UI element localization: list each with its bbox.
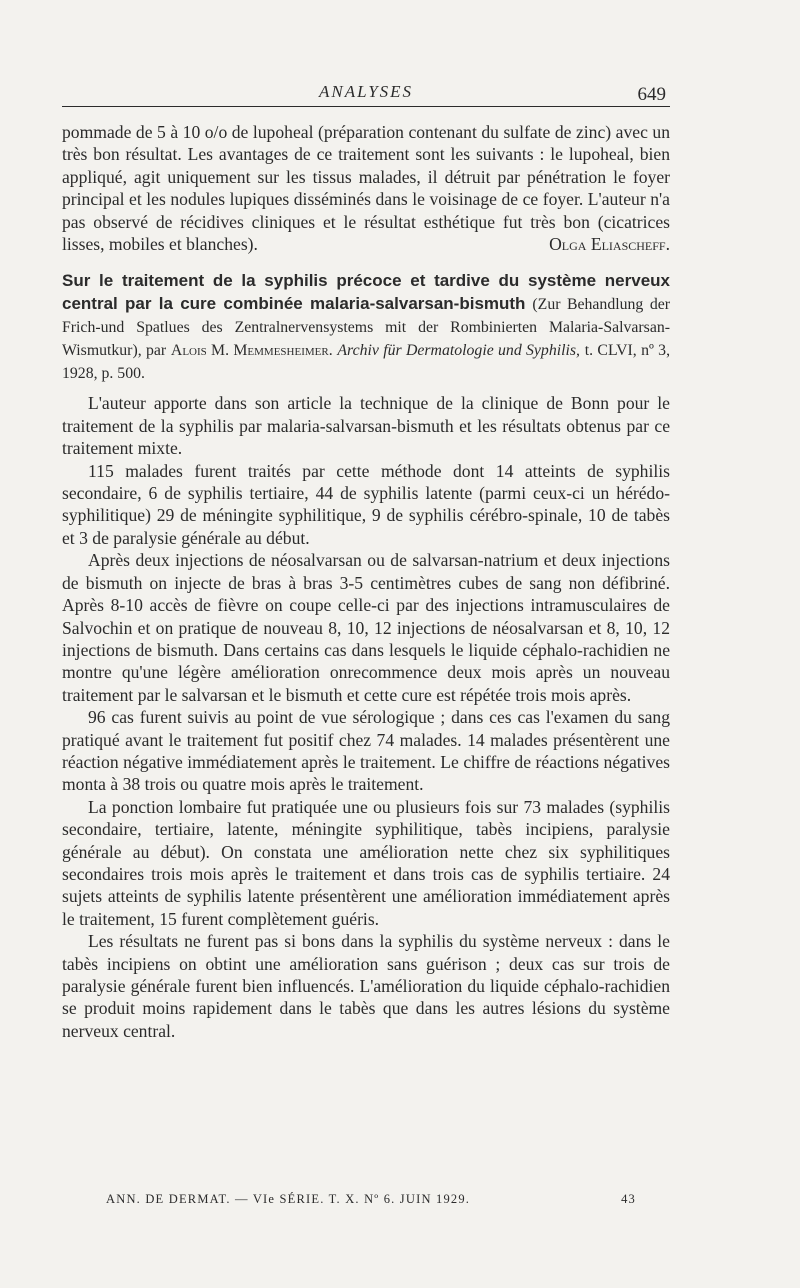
previous-article-end	[62, 121, 670, 255]
article-title: Sur le traitement de la syphilis précoce et tardive du système nerveux central par la cure combinée malaria-salvarsan-bismuth	[62, 271, 670, 314]
footer-signature-mark: 43	[621, 1192, 636, 1206]
spacer	[62, 384, 670, 392]
page-body	[62, 78, 670, 1042]
paragraph: L'auteur apporte dans son article la technique de la clinique de Bonn pour le traitement de la syphilis par malaria-salvarsan-bismuth et les résultats obtenus par ce traitement mixte.	[62, 393, 670, 459]
section-title: ANALYSES	[318, 82, 414, 101]
article-journal: Archiv für Dermatologie und Syphilis,	[337, 342, 580, 360]
page-number: 649	[637, 84, 666, 105]
article-original-title: (Zur Behandlung der Frich-und Spatlues des Zentralnervensystems mit der Rombinierten Malaria-Salvarsan-Wismutkur), par	[62, 296, 670, 360]
paragraph: 96 cas furent suivis au point de vue sérologique ; dans ces cas l'examen du sang pratiqué avant le traitement fut positif chez 74 malades. 14 malades présentèrent une réaction négative immédiatement après le traitement. Le chiffre de réactions négatives monta à 38 trois ou quatre mois après le traitement.	[62, 707, 670, 795]
article-citation: t. CLVI, nº 3, 1928, p. 500.	[62, 342, 671, 383]
header-rule	[62, 106, 670, 107]
paragraph: 115 malades furent traités par cette méthode dont 14 atteints de syphilis secondaire, 6 de syphilis tertiaire, 44 de syphilis latente (parmi ceux-ci un hérédo-syphilitique) 29 de méningite syphilitique, 9 de syphilis cérébro-spinale, 10 de tabès et 3 de paralysie générale au début.	[62, 460, 670, 548]
running-head	[62, 78, 670, 106]
paragraph: Après deux injections de néosalvarsan ou de salvarsan-natrium et deux injections de bismuth on injecte de bras à bras 3-5 centimètres cubes de sang non défibriné. Après 8-10 accès de fièvre on coupe celle-ci par des injections intramusculaires de Salvochin et on pratique de nouveau 8, 10, 12 injections de néosalvarsan et 8, 10, 12 injections de bismuth. Dans certains cas dans lesquels le liquide céphalo-rachidien ne montre qu'une légère amélioration onrecommence deux mois après un nouveau traitement par le salvarsan et le bismuth et cette cure est répétée trois mois après.	[62, 550, 670, 705]
article-heading	[62, 269, 670, 384]
footer-journal-info: ANN. DE DERMAT. — VIe SÉRIE. T. X. Nº 6. JUIN 1929.	[106, 1192, 471, 1206]
article-author: Alois M. Memmesheimer.	[170, 342, 333, 360]
previous-article-signature: Olga Eliascheff.	[549, 234, 670, 255]
page-footer	[106, 1192, 636, 1207]
previous-article-text: pommade de 5 à 10 o/o de lupoheal (préparation contenant du sulfate de zinc) avec un très bon résultat. Les avantages de ce traitement sont les suivants : le lupoheal, bien appliqué, agit uniquement sur les tissus malades, il détruit par pénétration le foyer principal et les nodules lupiques disséminés dans le voisinage de ce foyer. L'auteur n'a pas observé de récidives cliniques et le résultat esthétique fut très bon (cicatrices lisses, mobiles et blanches).	[62, 122, 670, 255]
paragraph: La ponction lombaire fut pratiquée une ou plusieurs fois sur 73 malades (syphilis secondaire, tertiaire, latente, méningite syphilitique, tabès incipiens, paralysie générale au début). On constata une amélioration nette chez six syphilitiques secondaires trois mois après le traitement et dans trois cas de syphilis tertiaire. 24 sujets atteints de syphilis latente présentèrent une amélioration immédiatement après le traitement, 15 furent complètement guéris.	[62, 796, 670, 929]
paragraph: Les résultats ne furent pas si bons dans la syphilis du système nerveux : dans le tabès incipiens on obtint une amélioration sans guérison ; deux cas sur trois de paralysie générale furent bien influencés. L'amélioration du liquide céphalo-rachidien se produit moins rapidement dans le tabès que dans les autres lésions du système nerveux central.	[62, 931, 670, 1041]
